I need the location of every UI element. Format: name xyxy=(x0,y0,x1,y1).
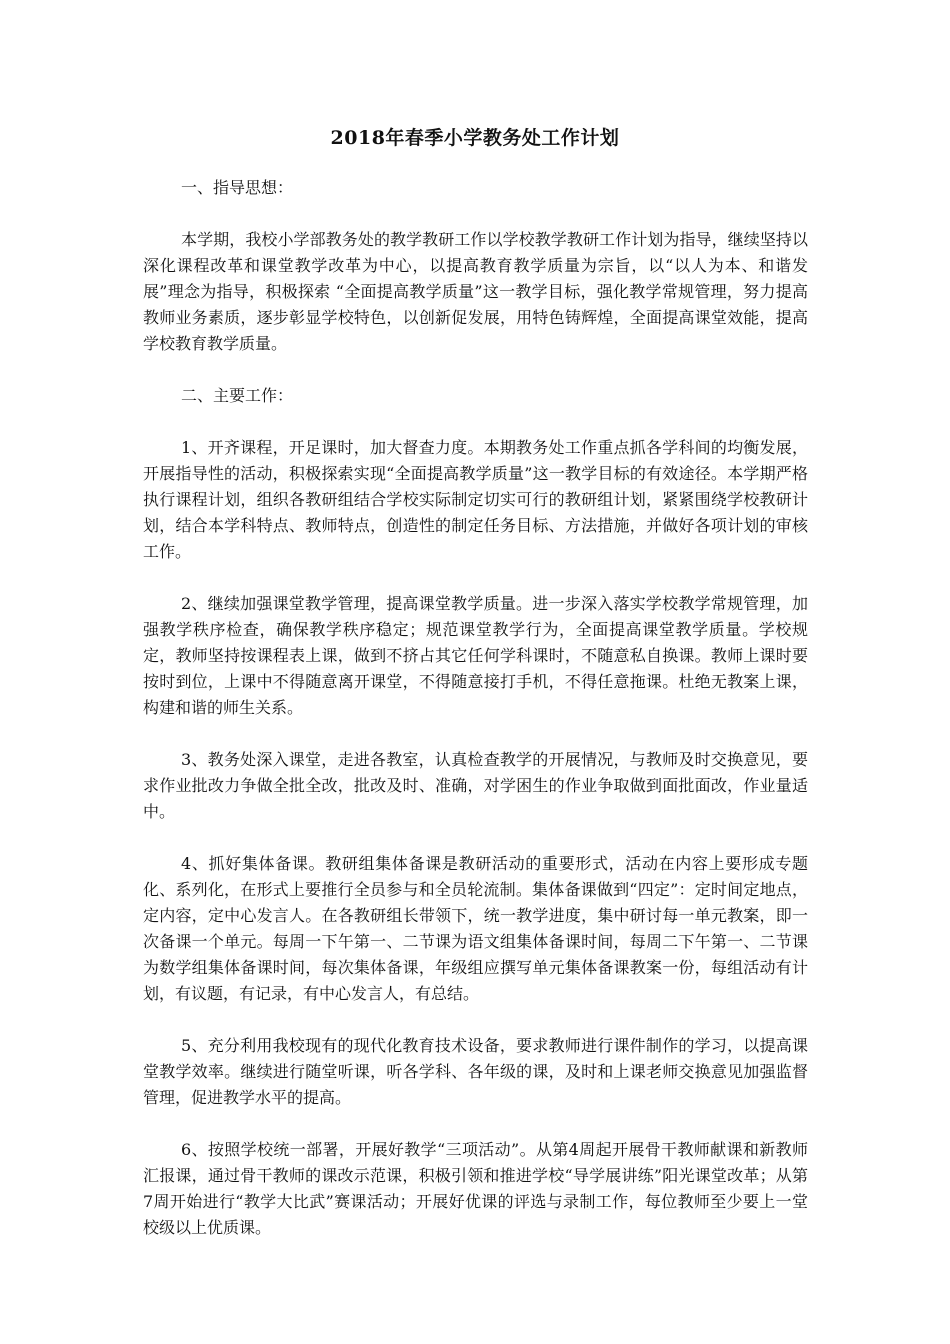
work-item-1: 1、开齐课程，开足课时，加大督查力度。本期教务处工作重点抓各学科间的均衡发展，开展指导性的活动，积极探索实现“全面提高教学质量”这一教学目标的有效途径。本学期严格执行课程计划，组织各教研组结合学校实际制定切实可行的教研组计划，紧紧围绕学校教研计划，结合本学科特点、教师特点，创造性的制定任务目标、方法措施，并做好各项计划的审核工作。 xyxy=(143,438,808,561)
document-body xyxy=(143,175,808,1267)
work-item-3: 3、教务处深入课堂，走进各教室，认真检查教学的开展情况，与教师及时交换意见，要求作业批改力争做全批全改，批改及时、准确，对学困生的作业争取做到面批面改，作业量适中。 xyxy=(143,750,808,821)
work-item-4: 4、抓好集体备课。教研组集体备课是教研活动的重要形式，活动在内容上要形成专题化、系列化，在形式上要推行全员参与和全员轮流制。集体备课做到“四定”：定时间定地点，定内容，定中心发言人。在各教研组长带领下，统一教学进度，集中研讨每一单元教案，即一次备课一个单元。每周一下午第一、二节课为语文组集体备课时间，每周二下午第一、二节课为数学组集体备课时间，每次集体备课，年级组应撰写单元集体备课教案一份，每组活动有计划，有议题，有记录，有中心发言人，有总结。 xyxy=(143,854,808,1003)
document-title: 2018年春季小学教务处工作计划 xyxy=(330,127,620,149)
work-item-5: 5、充分利用我校现有的现代化教育技术设备，要求教师进行课件制作的学习，以提高课堂教学效率。继续进行随堂听课，听各学科、各年级的课，及时和上课老师交换意见加强监督管理，促进教学水平的提高。 xyxy=(143,1036,808,1107)
work-item-2: 2、继续加强课堂教学管理，提高课堂教学质量。进一步深入落实学校教学常规管理，加强教学秩序检查，确保教学秩序稳定；规范课堂教学行为，全面提高课堂教学质量。学校规定，教师坚持按课程表上课，做到不挤占其它任何学科课时，不随意私自换课。教师上课时要按时到位，上课中不得随意离开课堂，不得随意接打手机，不得任意拖课。杜绝无教案上课，构建和谐的师生关系。 xyxy=(143,594,808,717)
section-heading-main-work: 二、主要工作： xyxy=(181,386,294,405)
guiding-ideology-paragraph: 本学期，我校小学部教务处的教学教研工作以学校教学教研工作计划为指导，继续坚持以深化课程改革和课堂教学改革为中心，以提高教育教学质量为宗旨，以“以人为本、和谐发展”理念为指导，积极探索 “全面提高教学质量”这一教学目标，强化教学常规管理，努力提高教师业务素质，逐步彰显学校特色，以创新促发展，用特色铸辉煌，全面提高课堂效能，提高学校教育教学质量。 xyxy=(143,230,808,353)
section-heading-guiding-ideology: 一、指导思想： xyxy=(181,178,294,197)
work-item-6: 6、按照学校统一部署，开展好教学“三项活动”。从第4周起开展骨干教师献课和新教师汇报课，通过骨干教师的课改示范课，积极引领和推进学校“导学展讲练”阳光课堂改革；从第7周开始进行“教学大比武”赛课活动；开展好优课的评选与录制工作，每位教师至少要上一堂校级以上优质课。 xyxy=(143,1140,808,1237)
